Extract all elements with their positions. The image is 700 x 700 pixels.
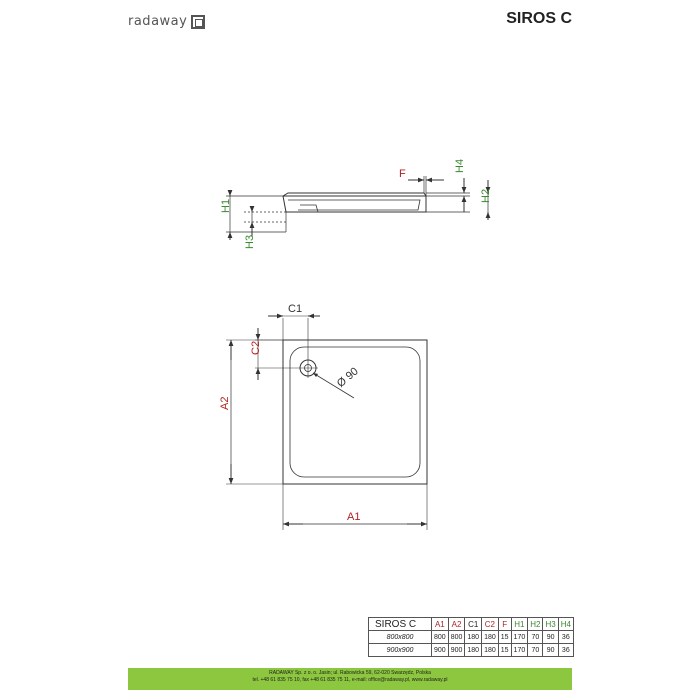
cell: 900 [432, 644, 449, 657]
cell: 36 [558, 631, 573, 644]
cell: 90 [543, 644, 558, 657]
cell: 180 [482, 644, 499, 657]
cell: 36 [558, 644, 573, 657]
cell: 70 [528, 644, 543, 657]
label-h2: H2 [480, 188, 492, 203]
logo-text: radaway [128, 14, 188, 29]
col-a2: A2 [448, 618, 465, 631]
label-h1: H1 [220, 198, 232, 213]
col-f: F [498, 618, 511, 631]
label-a1: A1 [347, 511, 361, 523]
cell: 800 [448, 631, 465, 644]
cell: 170 [511, 644, 528, 657]
label-c2: C2 [250, 340, 262, 355]
label-h4: H4 [454, 158, 466, 173]
side-view [226, 176, 488, 240]
label-f: F [399, 168, 406, 180]
cell: 180 [465, 644, 482, 657]
cell: 180 [482, 631, 499, 644]
cell: 170 [511, 631, 528, 644]
cell: 800 [432, 631, 449, 644]
cell: 15 [498, 644, 511, 657]
row-name: 900x900 [369, 644, 432, 657]
spec-table [368, 617, 574, 657]
cell: 180 [465, 631, 482, 644]
col-c1: C1 [465, 618, 482, 631]
cell: 90 [543, 631, 558, 644]
footer-address: RADAWAY Sp. z o. o. Jasin; ul. Rabowicka 59, 62-020 Swarzędz, Polska [269, 670, 431, 676]
col-h2: H2 [528, 618, 543, 631]
product-title: SIROS C [506, 10, 572, 27]
spec-header-row [369, 618, 574, 631]
tray-outline [283, 340, 427, 484]
label-a2: A2 [219, 396, 231, 410]
table-row [369, 644, 574, 657]
spec-model-name: SIROS C [369, 618, 432, 631]
cell: 900 [448, 644, 465, 657]
tray-basin [290, 347, 420, 477]
col-h1: H1 [511, 618, 528, 631]
col-h4: H4 [558, 618, 573, 631]
footer-contact: tel. +48 61 835 75 10, fax +48 61 835 75 11, e-mail: office@radaway.pl, www.radaway.pl [252, 677, 448, 683]
cell: 15 [498, 631, 511, 644]
label-drain-diameter: Ø 90 [334, 365, 361, 390]
table-row [369, 631, 574, 644]
col-c2: C2 [482, 618, 499, 631]
label-c1: C1 [288, 303, 303, 315]
col-a1: A1 [432, 618, 449, 631]
cell: 70 [528, 631, 543, 644]
col-h3: H3 [543, 618, 558, 631]
footer-bar [128, 668, 572, 690]
row-name: 800x800 [369, 631, 432, 644]
label-h3: H3 [244, 234, 256, 249]
